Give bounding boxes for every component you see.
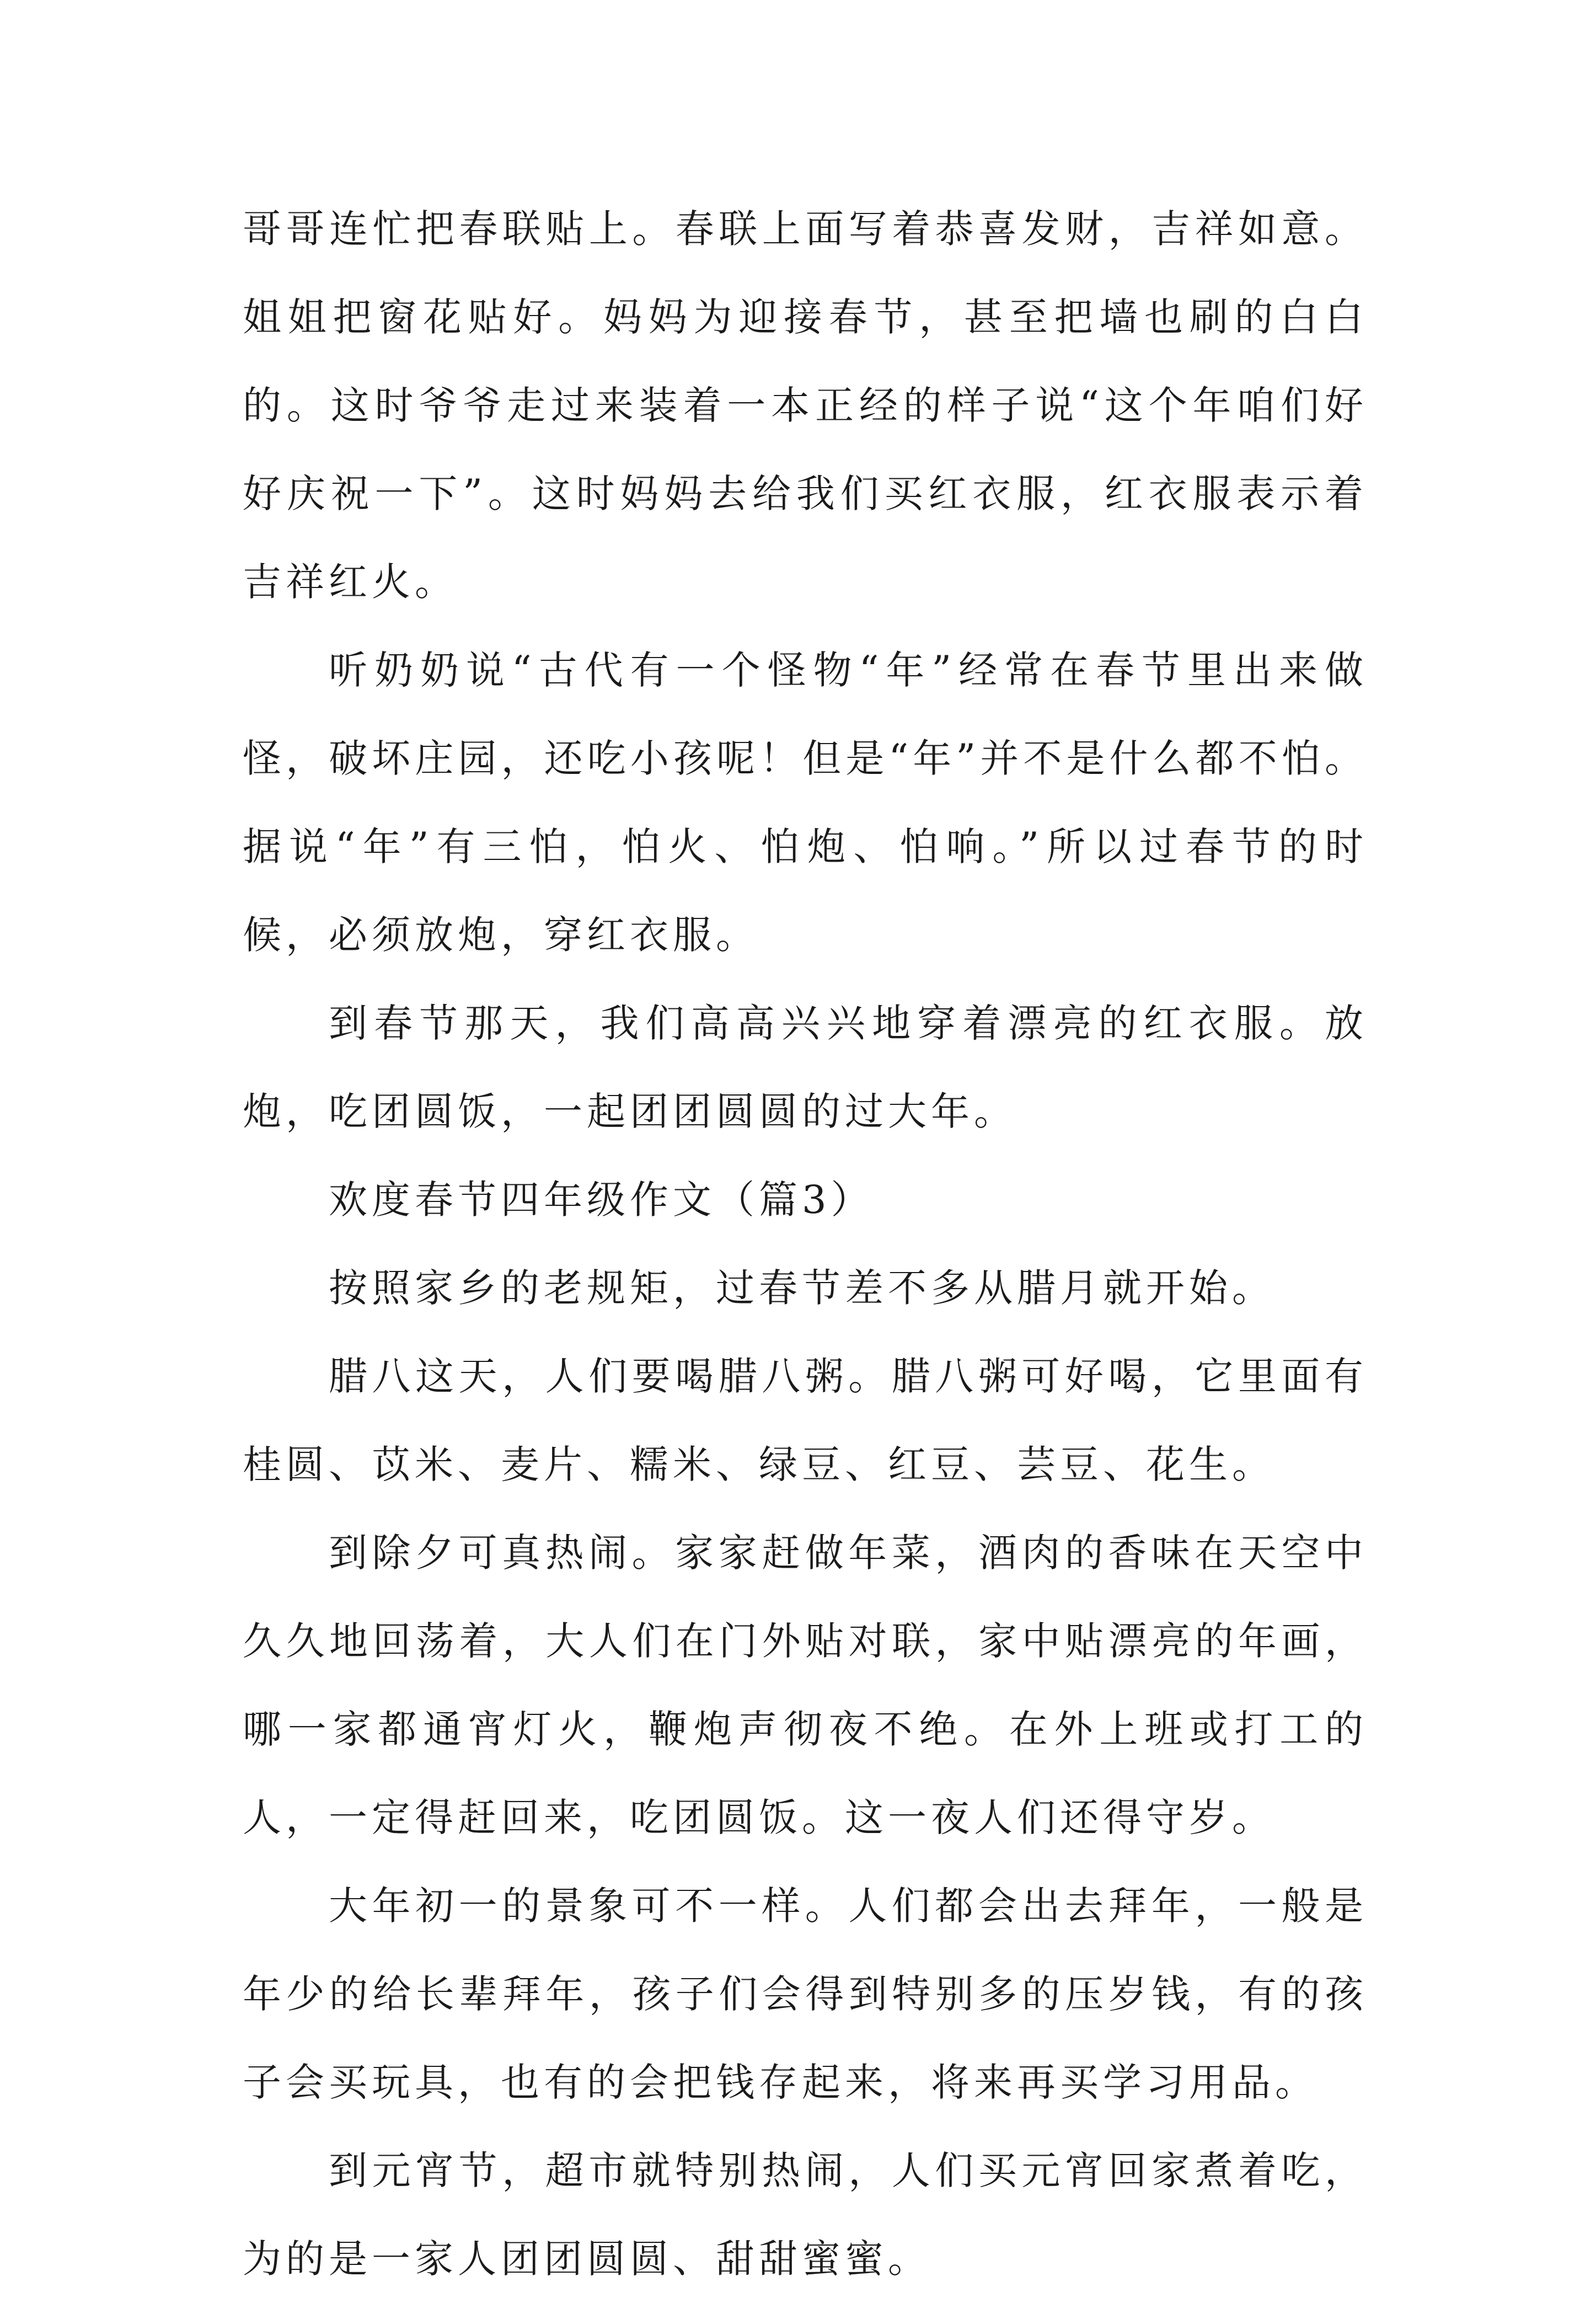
section-heading: 欢度春节四年级作文（篇3） [329,1177,874,1222]
paragraph-6: 腊八这天，人们要喝腊八粥。腊八粥可好喝，它里面有桂圆、苡米、麦片、糯米、绿豆、红豆、芸豆、花生。 [243,1354,1368,1487]
paragraph-5: 按照家乡的老规矩，过春节差不多从腊月就开始。 [329,1265,1275,1311]
paragraph-1: 哥哥连忙把春联贴上。春联上面写着恭喜发财，吉祥如意。姐姐把窗花贴好。妈妈为迎接春节，甚至把墙也刷的白白的。这时爷爷走过来装着一本正经的样子说“这个年咱们好好庆祝一下”。这时妈妈去给我们买红衣服，红衣服表示着吉祥红火。 [243,206,1368,605]
paragraph-8: 大年初一的景象可不一样。人们都会出去拜年，一般是年少的给长辈拜年，孩子们会得到特别多的压岁钱，有的孩子会买玩具，也有的会把钱存起来，将来再买学习用品。 [243,1883,1368,2105]
paragraph-2: 听奶奶说“古代有一个怪物“年”经常在春节里出来做怪，破坏庄园，还吃小孩呢！但是“年”并不是什么都不怕。据说“年”有三怕，怕火、怕炮、怕响。”所以过春节的时候，必须放炮，穿红衣服。 [243,648,1368,958]
paragraph-7: 到除夕可真热闹。家家赶做年菜，酒肉的香味在天空中久久地回荡着，大人们在门外贴对联，家中贴漂亮的年画，哪一家都通宵灯火，鞭炮声彻夜不绝。在外上班或打工的人，一定得赶回来，吃团圆饭。这一夜人们还得守岁。 [243,1530,1368,1840]
paragraph-9: 到元宵节，超市就特别热闹，人们买元宵回家煮着吃，为的是一家人团团圆圆、甜甜蜜蜜。 [243,2148,1368,2281]
document-body [243,185,1368,2303]
paragraph-3: 到春节那天，我们高高兴兴地穿着漂亮的红衣服。放炮，吃团圆饭，一起团团圆圆的过大年。 [243,1001,1368,1134]
